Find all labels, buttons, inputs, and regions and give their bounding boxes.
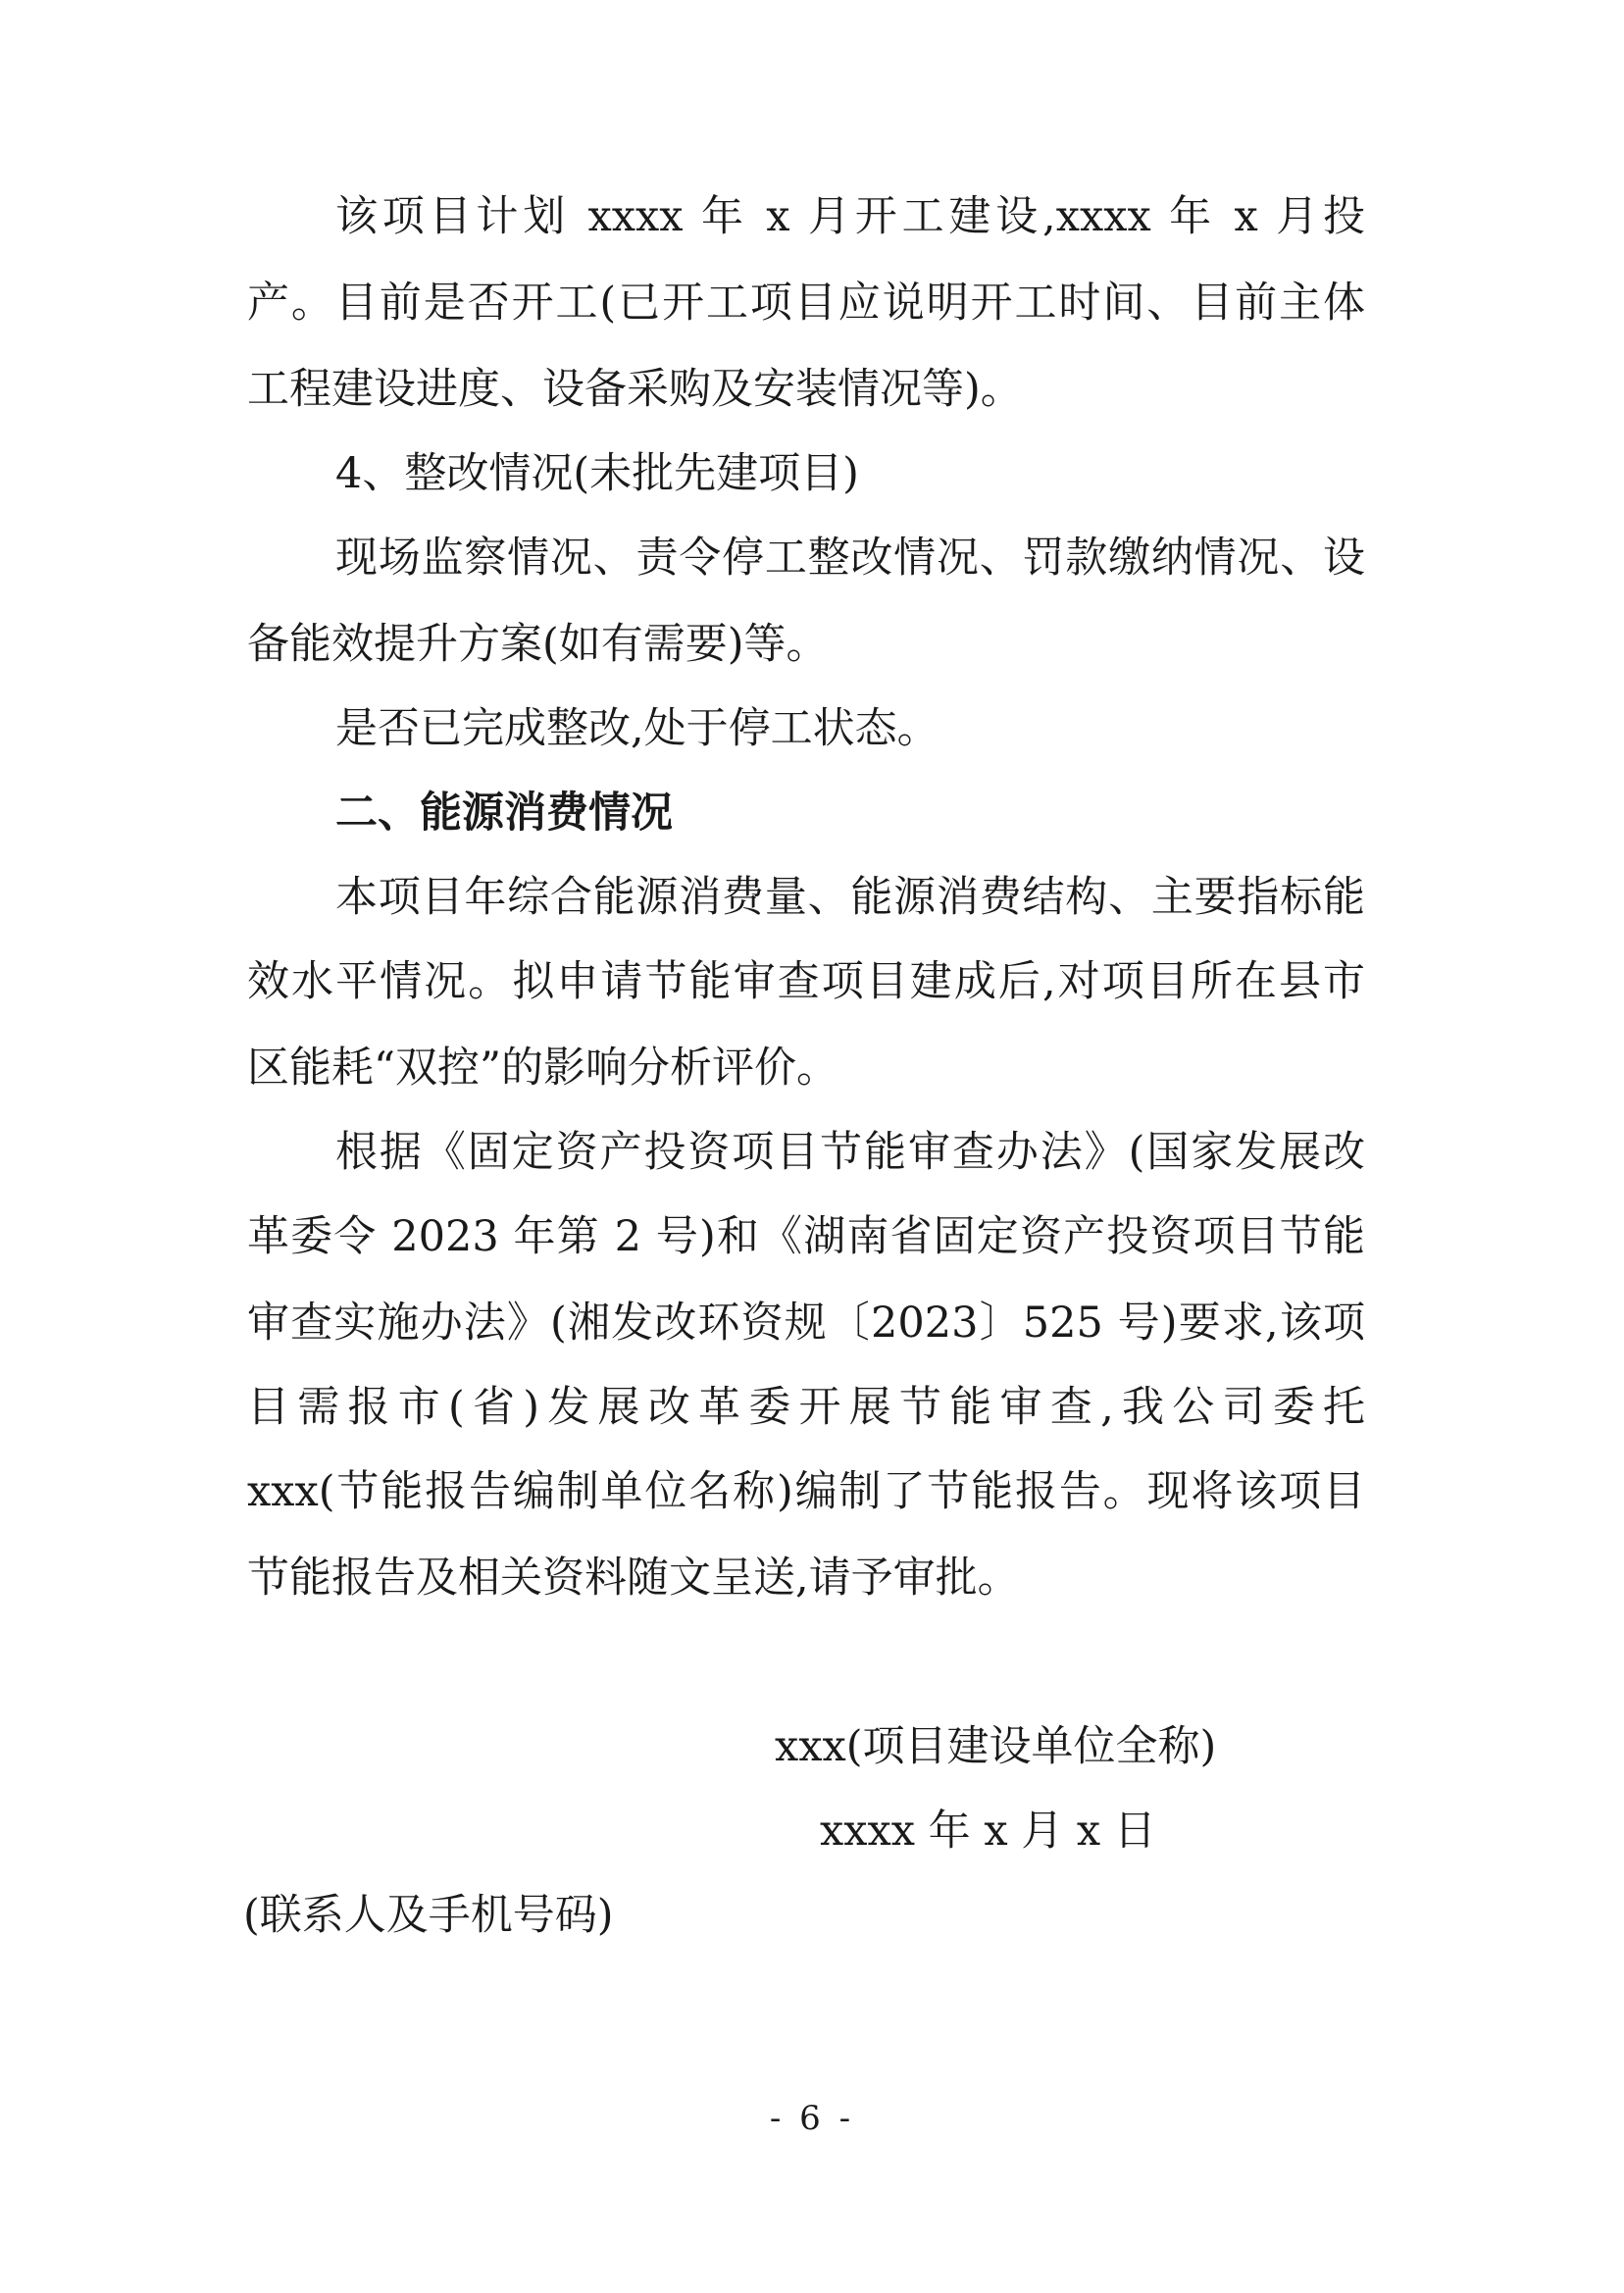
paragraph-line: xxx(节能报告编制单位名称)编制了节能报告。现将该项目 (247, 1467, 1365, 1516)
paragraph-line: 审查实施办法》(湘发改环资规〔2023〕525 号)要求,该项 (247, 1299, 1365, 1348)
page-number: - 6 - (769, 2099, 855, 2138)
paragraph-line: 目需报市(省)发展改革委开展节能审查,我公司委托 (247, 1383, 1365, 1432)
paragraph-line: 是否已完成整改,处于停工状态。 (335, 704, 939, 753)
paragraph-line: 本项目年综合能源消费量、能源消费结构、主要指标能 (335, 873, 1365, 922)
paragraph-line: 工程建设进度、设备采购及安装情况等)。 (247, 365, 1023, 414)
section-subtitle: 4、整改情况(未批先建项目) (335, 449, 859, 498)
paragraph-line: 效水平情况。拟申请节能审查项目建成后,对项目所在县市 (247, 957, 1365, 1006)
paragraph-line: 备能效提升方案(如有需要)等。 (247, 620, 829, 669)
paragraph-line: 节能报告及相关资料随文呈送,请予审批。 (247, 1554, 1020, 1603)
paragraph-line: 根据《固定资产投资项目节能审查办法》(国家发展改 (335, 1128, 1365, 1177)
section-heading: 二、能源消费情况 (335, 789, 673, 838)
paragraph-line: 产。目前是否开工(已开工项目应说明开工时间、目前主体 (247, 279, 1365, 328)
signature-company: xxx(项目建设单位全称) (775, 1722, 1217, 1771)
paragraph-line: 现场监察情况、责令停工整改情况、罚款缴纳情况、设 (335, 534, 1365, 583)
signature-date: xxxx 年 x 月 x 日 (820, 1807, 1156, 1856)
paragraph-line: 区能耗“双控”的影响分析评价。 (247, 1044, 838, 1093)
paragraph-line: 革委令 2023 年第 2 号)和《湖南省固定资产投资项目节能 (247, 1212, 1365, 1261)
paragraph-line: 该项目计划 xxxx 年 x 月开工建设,xxxx 年 x 月投 (335, 192, 1365, 241)
contact-line: (联系人及手机号码) (243, 1891, 614, 1940)
